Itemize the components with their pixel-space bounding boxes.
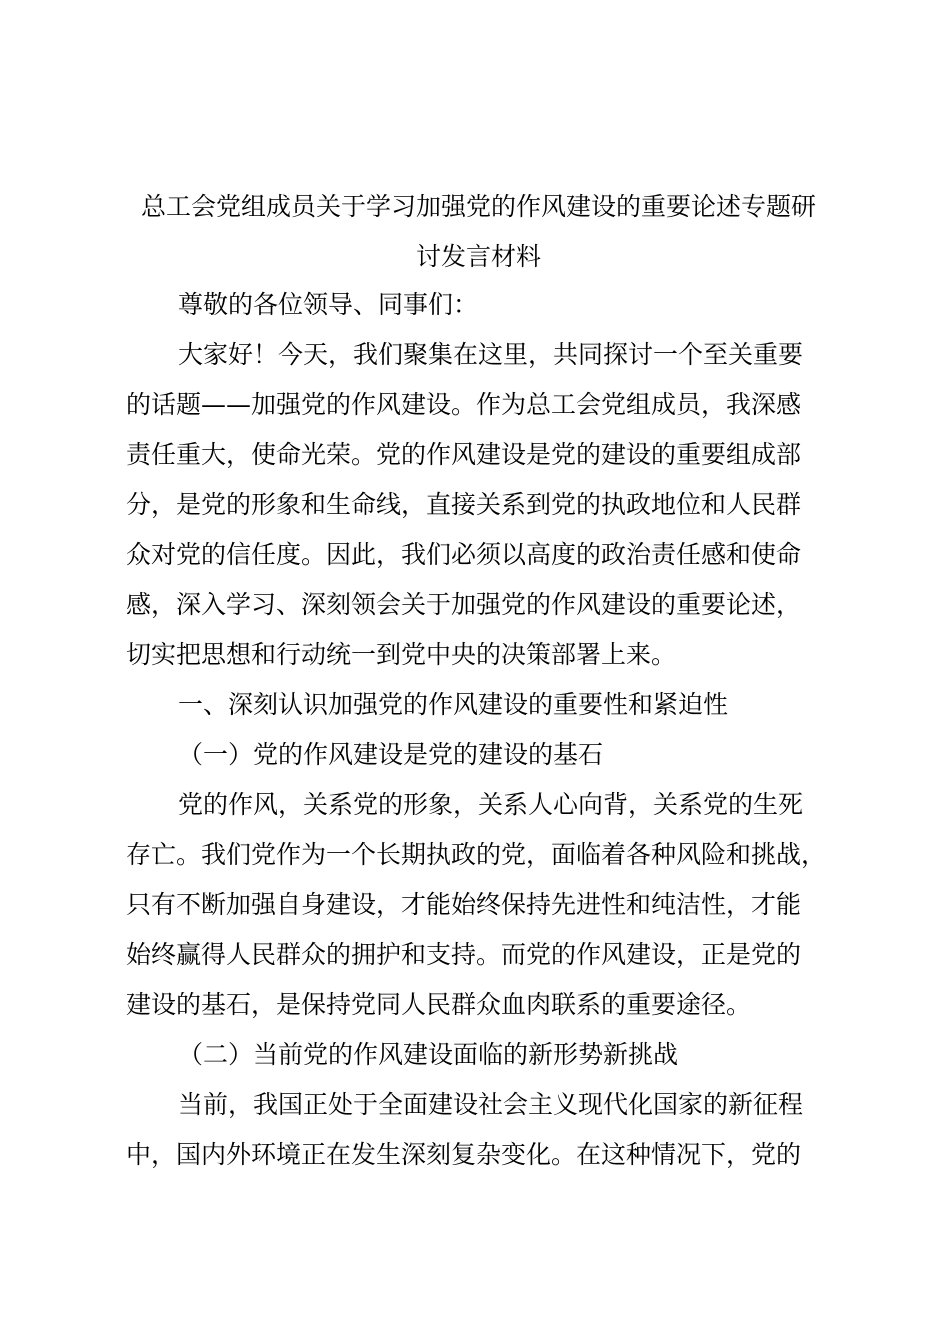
document-title-line-1: 总工会党组成员关于学习加强党的作风建设的重要论述专题研 — [140, 192, 816, 221]
subsection-heading-2 — [126, 1030, 848, 1080]
salutation — [126, 280, 848, 330]
line: 存亡。我们党作为一个长期执政的党，面临着各种风险和挑战， — [126, 840, 827, 869]
line: 一、深刻认识加强党的作风建设的重要性和紧迫性 — [178, 690, 729, 719]
paragraph-intro — [126, 330, 848, 680]
line: （二）当前党的作风建设面临的新形势新挑战 — [178, 1040, 679, 1069]
line: （一）党的作风建设是党的建设的基石 — [178, 740, 604, 769]
line: 众对党的信任度。因此，我们必须以高度的政治责任感和使命 — [126, 540, 802, 569]
section-heading-1 — [126, 680, 848, 730]
line: 建设的基石，是保持党同人民群众血肉联系的重要途径。 — [126, 990, 752, 1019]
line: 分，是党的形象和生命线，直接关系到党的执政地位和人民群 — [126, 490, 802, 519]
line: 的话题——加强党的作风建设。作为总工会党组成员，我深感 — [126, 390, 802, 419]
line: 大家好！今天，我们聚集在这里，共同探讨一个至关重要 — [178, 340, 804, 369]
line: 切实把思想和行动统一到党中央的决策部署上来。 — [126, 640, 677, 669]
line: 尊敬的各位领导、同事们： — [178, 290, 479, 319]
line: 党的作风，关系党的形象，关系人心向背，关系党的生死 — [178, 790, 804, 819]
line: 当前，我国正处于全面建设社会主义现代化国家的新征程 — [178, 1090, 804, 1119]
line: 感，深入学习、深刻领会关于加强党的作风建设的重要论述， — [126, 590, 802, 619]
line: 责任重大，使命光荣。党的作风建设是党的建设的重要组成部 — [126, 440, 802, 469]
paragraph-new-situation — [126, 1080, 848, 1180]
line: 中，国内外环境正在发生深刻复杂变化。在这种情况下，党的 — [126, 1140, 802, 1169]
subsection-heading-1 — [126, 730, 848, 780]
document-title-line-2: 讨发言材料 — [415, 242, 541, 271]
line: 始终赢得人民群众的拥护和支持。而党的作风建设，正是党的 — [126, 940, 802, 969]
document-body — [126, 280, 848, 1180]
line: 只有不断加强自身建设，才能始终保持先进性和纯洁性，才能 — [126, 890, 802, 919]
paragraph-foundation — [126, 780, 848, 1030]
